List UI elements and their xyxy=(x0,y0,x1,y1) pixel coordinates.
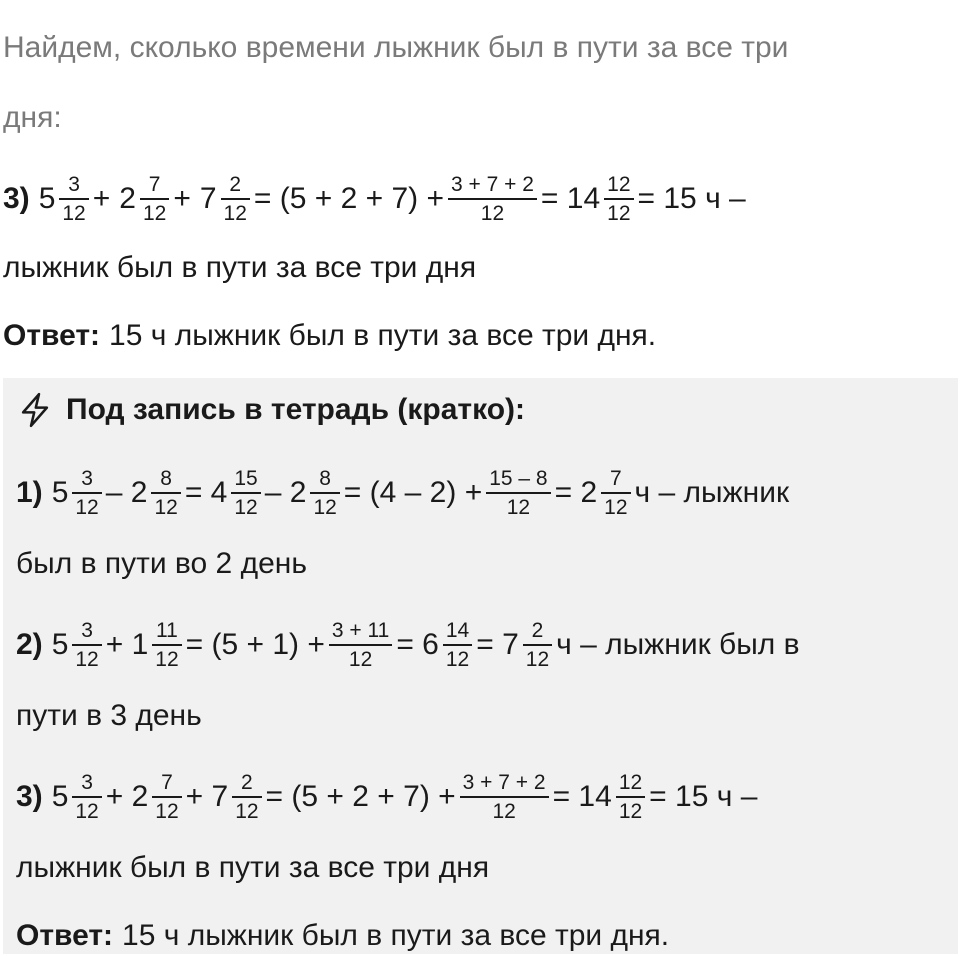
equation-part: = 6 xyxy=(396,628,439,661)
answer-text: 15 ч лыжник был в пути за все три дня. xyxy=(109,319,657,352)
whole-number: 5 xyxy=(38,182,56,215)
intro-line-2: дня: xyxy=(3,101,62,134)
step-3-tail: лыжник был в пути за все три дня xyxy=(3,251,477,284)
step-label: 2) xyxy=(16,628,43,661)
intro-line-1: Найдем, сколько времени лыжник был в пути за все три xyxy=(3,31,789,64)
whole-number: 5 xyxy=(51,780,69,813)
fraction: $\frac{3 + 7 + 2}{12}$ xyxy=(448,174,537,224)
short-notes-box xyxy=(3,378,958,954)
short-answer-line xyxy=(16,916,669,956)
step-label: 1) xyxy=(16,476,43,509)
fraction: $\frac{12}{12}$ xyxy=(616,772,645,822)
operator: + 2 xyxy=(105,780,149,813)
step-1-equation xyxy=(16,468,789,518)
answer-label: Ответ: xyxy=(3,319,101,352)
step-label: 3) xyxy=(3,182,30,215)
operator: + xyxy=(173,182,191,215)
step-2-tail: пути в 3 день xyxy=(16,699,202,732)
lightning-icon xyxy=(16,391,54,429)
result: ч – лыжник был в xyxy=(556,628,800,661)
equation-part: = 7 xyxy=(476,628,519,661)
answer-text: 15 ч лыжник был в пути за все три дня. xyxy=(122,919,670,952)
operator: – 2 xyxy=(105,476,148,509)
result: = 15 ч – xyxy=(637,182,746,215)
fraction: $\frac{7}{12}$ xyxy=(601,468,630,518)
short-notes-heading xyxy=(16,390,525,430)
equation-part: = (5 + 2 + 7) + xyxy=(253,182,445,215)
fraction: $\frac{8}{12}$ xyxy=(151,468,180,518)
operator: + 1 xyxy=(105,628,149,661)
operator: + 7 xyxy=(185,780,229,813)
whole-number: 5 xyxy=(51,476,69,509)
answer-label: Ответ: xyxy=(16,919,114,952)
answer-line xyxy=(3,316,656,356)
equation-part: = 4 xyxy=(184,476,228,509)
fraction: $\frac{3}{12}$ xyxy=(59,174,88,224)
fraction: $\frac{3 + 11}{12}$ xyxy=(329,620,392,670)
fraction: $\frac{12}{12}$ xyxy=(604,174,633,224)
fraction: $\frac{7}{12}$ xyxy=(152,772,181,822)
fraction: $\frac{3 + 7 + 2}{12}$ xyxy=(460,772,549,822)
result: = 15 ч – xyxy=(649,780,758,813)
whole-number: 2 xyxy=(119,182,136,215)
equation-part: = (5 + 1) + xyxy=(185,628,325,661)
whole-number: 7 xyxy=(199,182,217,215)
operator: + xyxy=(92,182,111,215)
fraction: $\frac{8}{12}$ xyxy=(310,468,339,518)
step-1-tail: был в пути во 2 день xyxy=(16,547,307,580)
operator: – 2 xyxy=(264,476,307,509)
fraction: $\frac{2}{12}$ xyxy=(221,174,250,224)
fraction: $\frac{7}{12}$ xyxy=(140,174,169,224)
step-2-equation xyxy=(16,620,800,670)
fraction: $\frac{2}{12}$ xyxy=(232,772,261,822)
fraction: $\frac{15}{12}$ xyxy=(231,468,260,518)
equation-part: = 2 xyxy=(554,476,598,509)
fraction: $\frac{2}{12}$ xyxy=(523,620,552,670)
step-3-short-tail: лыжник был в пути за все три дня xyxy=(16,851,490,884)
step-3-equation xyxy=(3,174,746,224)
fraction: $\frac{3}{12}$ xyxy=(72,620,101,670)
fraction: $\frac{14}{12}$ xyxy=(443,620,472,670)
equation-part: = (4 – 2) + xyxy=(343,476,483,509)
equation-part: = 14 xyxy=(552,780,612,813)
heading-text: Под запись в тетрадь (кратко): xyxy=(66,393,526,426)
equation-part: = 14 xyxy=(540,182,601,215)
fraction: $\frac{15 - 8}{12}$ xyxy=(486,468,550,518)
step-3-short-equation xyxy=(16,772,757,822)
fraction: $\frac{3}{12}$ xyxy=(72,772,101,822)
step-label: 3) xyxy=(16,780,43,813)
result: ч – лыжник xyxy=(634,476,790,509)
whole-number: 5 xyxy=(51,628,69,661)
equation-part: = (5 + 2 + 7) + xyxy=(265,780,456,813)
fraction: $\frac{3}{12}$ xyxy=(72,468,101,518)
fraction: $\frac{11}{12}$ xyxy=(152,620,181,670)
